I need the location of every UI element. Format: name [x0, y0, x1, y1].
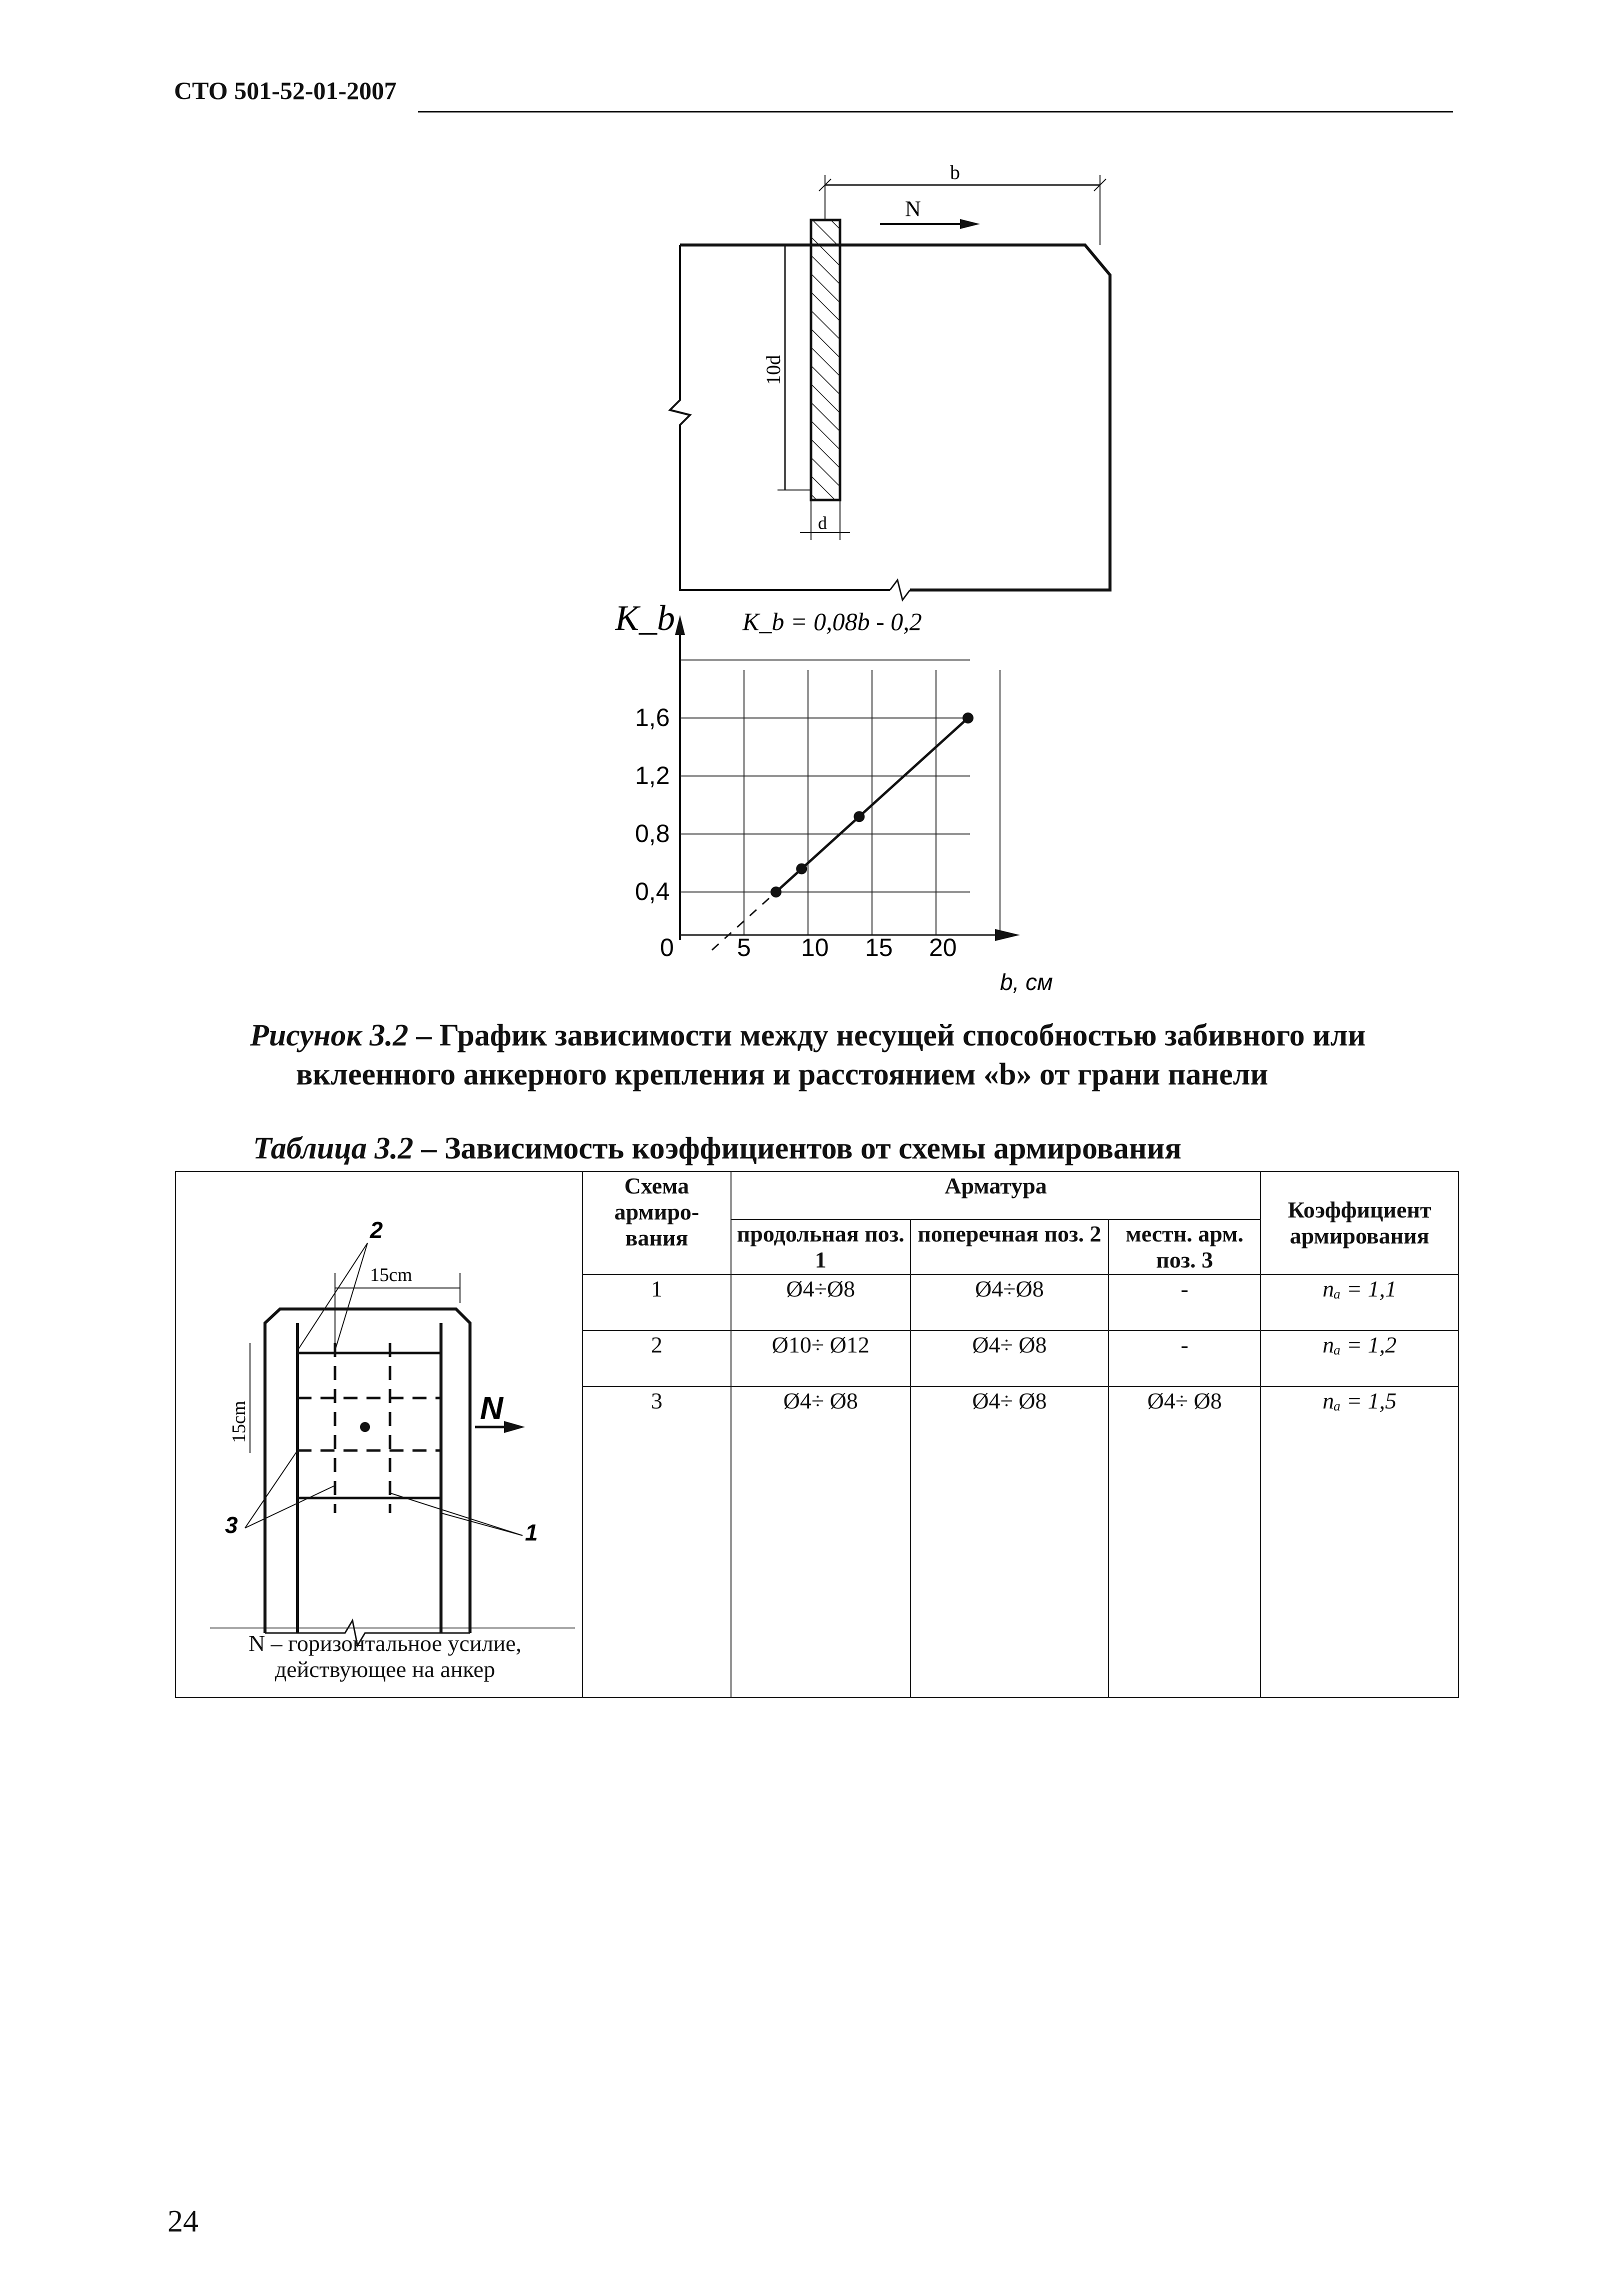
figure-caption-line2: вклеенного анкерного крепления и расстоянием «b» от грани панели	[296, 1058, 1268, 1092]
row1-long: Ø4÷Ø8	[731, 1274, 910, 1330]
row3-trans: Ø4÷ Ø8	[910, 1386, 1109, 1698]
y-tick-label: 0,8	[635, 820, 670, 848]
page-number: 24	[168, 2204, 198, 2238]
table-caption-text: Зависимость коэффициентов от схемы армирования	[444, 1132, 1182, 1166]
document-code: СТО 501-52-01-2007	[174, 76, 397, 104]
table-caption-label: Таблица 3.2	[253, 1132, 414, 1166]
row2-scheme: 2	[582, 1330, 731, 1386]
chart-ylabel: K_b	[615, 600, 676, 638]
y-tick-label: 1,6	[635, 704, 670, 732]
row3-coef: nₐ = 1,5	[1260, 1386, 1458, 1698]
reinforcement-scheme-cell	[176, 1172, 582, 1698]
col-coef-header: Коэффициент армирования	[1260, 1172, 1458, 1274]
anchor-panel-drawing	[660, 160, 1140, 610]
col-armature-header: Арматура	[731, 1172, 1260, 1220]
row1-coef: nₐ = 1,1	[1260, 1274, 1458, 1330]
scheme-label-3: 3	[225, 1512, 238, 1538]
x-axis-arrow	[995, 929, 1020, 941]
data-point	[962, 712, 974, 724]
col-scheme-header: Схема армиро-вания	[582, 1172, 731, 1274]
scheme-dim-label: 15cm	[370, 1264, 412, 1286]
header-rule	[418, 111, 1453, 112]
row2-local: -	[1108, 1330, 1260, 1386]
row3-long: Ø4÷ Ø8	[731, 1386, 910, 1698]
row2-long: Ø10÷ Ø12	[731, 1330, 910, 1386]
dim-b-label: b	[950, 161, 960, 184]
data-point	[796, 864, 807, 874]
x-tick-label: 15	[865, 934, 893, 962]
row2-trans: Ø4÷ Ø8	[910, 1330, 1109, 1386]
row2-coef: nₐ = 1,2	[1260, 1330, 1458, 1386]
col-trans-header: поперечная поз. 2	[910, 1220, 1109, 1274]
row3-local: Ø4÷ Ø8	[1108, 1386, 1260, 1698]
x-tick-label: 20	[929, 934, 957, 962]
figure-caption: Рисунок 3.2 – График зависимости между несущей способностью забивного или вклеенного анкерного крепления и расстоянием «b» от грани панели	[250, 1016, 1500, 1094]
kb-chart	[615, 600, 1105, 995]
y-tick-label: 0,4	[635, 878, 670, 906]
row1-scheme: 1	[582, 1274, 731, 1330]
anchor-rod	[811, 220, 840, 500]
scheme-force-label: N	[480, 1390, 504, 1426]
reinforcement-table	[175, 1171, 1459, 1698]
scheme-note: N – горизонтальное усилие, действующее на анкер	[248, 1630, 522, 1682]
table-caption: Таблица 3.2 – Зависимость коэффициентов от схемы армирования	[253, 1132, 1182, 1166]
y-axis-arrow	[675, 615, 685, 635]
chart-origin: 0	[660, 934, 674, 962]
row3-scheme: 3	[582, 1386, 731, 1698]
y-tick-label: 1,2	[635, 762, 670, 790]
x-tick-label: 10	[801, 934, 829, 962]
chart-xlabel: b, см	[1000, 969, 1053, 995]
reinforcement-scheme-drawing	[180, 1173, 578, 1683]
depth-label: 10d	[762, 355, 784, 385]
diameter-label: d	[818, 513, 827, 533]
row1-trans: Ø4÷Ø8	[910, 1274, 1109, 1330]
col-long-header: продольная поз. 1	[731, 1220, 910, 1274]
data-point	[854, 811, 864, 822]
scheme-label-1: 1	[525, 1520, 538, 1546]
col-local-header: местн. арм. поз. 3	[1108, 1220, 1260, 1274]
chart-formula: K_b = 0,08b - 0,2	[742, 608, 922, 636]
scheme-label-2: 2	[370, 1217, 383, 1243]
scheme-dim-vertical: 15cm	[228, 1400, 250, 1443]
force-n-label: N	[905, 196, 921, 221]
x-tick-label: 5	[737, 934, 751, 962]
row1-local: -	[1108, 1274, 1260, 1330]
figure-caption-line1: График зависимости между несущей способностью забивного или	[439, 1018, 1366, 1052]
figure-caption-label: Рисунок 3.2	[250, 1018, 408, 1052]
